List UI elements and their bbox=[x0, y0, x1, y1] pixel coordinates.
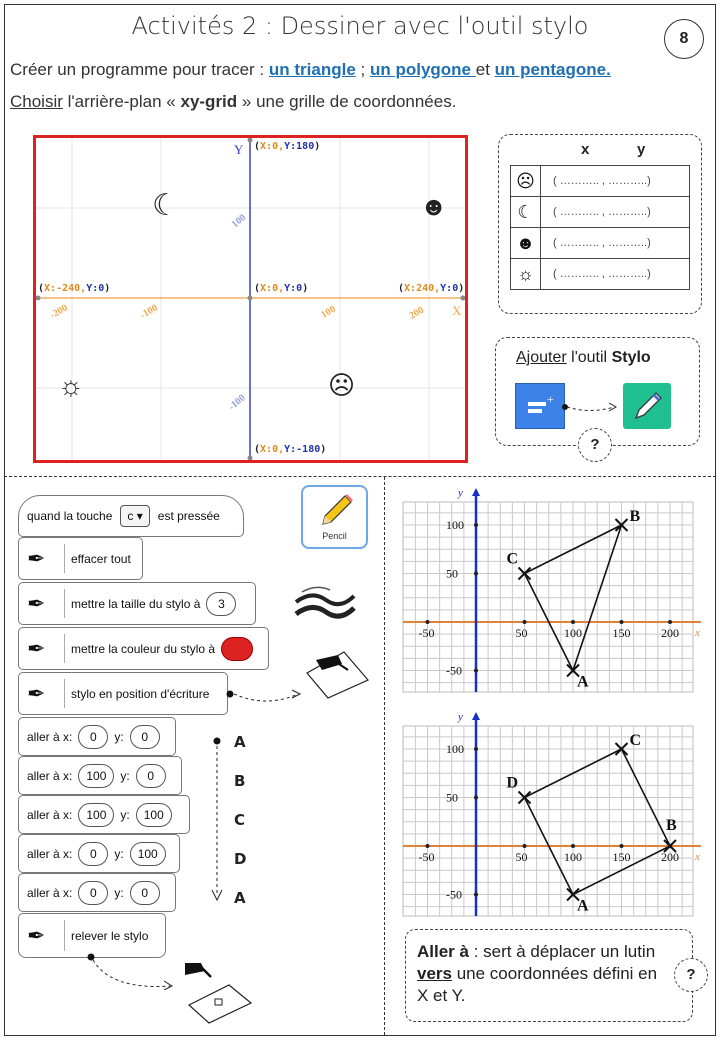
block-goto-xy[interactable]: aller à x: 0 y: 100 bbox=[18, 834, 180, 873]
block-goto-xy[interactable]: aller à x: 0 y: 0 bbox=[18, 717, 176, 756]
frown-icon: ☹ bbox=[511, 166, 541, 197]
goto-y-input[interactable]: 0 bbox=[136, 764, 166, 788]
tick-dot bbox=[474, 893, 478, 897]
add-pen-extension-box bbox=[495, 337, 700, 453]
pen-color-swatch[interactable] bbox=[221, 637, 253, 661]
tick-dot bbox=[426, 620, 430, 624]
point-label: A bbox=[577, 673, 589, 691]
stage-coord-top: (X:0,Y:180) bbox=[254, 141, 321, 152]
add-pen-text bbox=[516, 349, 651, 367]
stage-tick-x: -100 bbox=[138, 302, 160, 322]
ajouter-word: Ajouter bbox=[516, 349, 567, 366]
x-tick-label: 50 bbox=[515, 850, 528, 864]
y-tick-label: -50 bbox=[446, 663, 462, 678]
instruction-line bbox=[10, 60, 611, 80]
y-axis-label: y bbox=[458, 487, 463, 499]
stage-y-axis-label: Y bbox=[234, 142, 244, 157]
y-tick-label: -50 bbox=[446, 887, 462, 902]
x-tick-label: 50 bbox=[515, 626, 528, 640]
tick-dot bbox=[474, 523, 478, 527]
link-triangle[interactable]: un triangle bbox=[268, 60, 356, 79]
coordinate-table bbox=[510, 165, 690, 290]
tick-dot bbox=[474, 747, 478, 751]
table-row bbox=[511, 197, 690, 228]
x-tick-label: 150 bbox=[612, 626, 631, 640]
tick-dot bbox=[474, 572, 478, 576]
point-label: A bbox=[577, 897, 589, 915]
x-axis-label: x bbox=[695, 627, 700, 639]
y-tick-label: 100 bbox=[446, 742, 464, 756]
block-label: mettre la couleur du stylo à bbox=[71, 641, 216, 656]
goto-y-input[interactable]: 100 bbox=[136, 803, 172, 827]
key-dropdown[interactable]: c ▾ bbox=[120, 505, 149, 527]
extension-button[interactable] bbox=[515, 383, 565, 429]
block-label: stylo en position d'écriture bbox=[71, 686, 210, 701]
x-tick-label: 100 bbox=[564, 626, 582, 640]
block-goto-xy[interactable]: aller à x: 0 y: 0 bbox=[18, 873, 176, 912]
point-label: A bbox=[234, 733, 246, 751]
backdrop-name: xy-grid bbox=[180, 92, 238, 111]
stylo-word: Stylo bbox=[611, 349, 651, 366]
point-label: C bbox=[629, 732, 642, 749]
x-tick-label: 150 bbox=[612, 850, 631, 864]
point-label: B bbox=[234, 772, 246, 790]
x-tick-label: -50 bbox=[418, 626, 435, 640]
x-axis-label: x bbox=[695, 851, 700, 863]
tick-dot bbox=[474, 796, 478, 800]
sun-icon: ☼ bbox=[511, 259, 541, 290]
aller-word: Aller à bbox=[417, 942, 469, 961]
pen-up-paper-icon bbox=[185, 955, 255, 1025]
smiley-icon: ☻ bbox=[511, 228, 541, 259]
x-tick-label: 100 bbox=[564, 850, 582, 864]
point-label: C bbox=[234, 811, 246, 829]
table-row bbox=[511, 259, 690, 290]
block-clear[interactable] bbox=[18, 537, 143, 580]
y-tick-label: 50 bbox=[446, 566, 458, 581]
link-pentagone[interactable]: un pentagone. bbox=[494, 60, 611, 79]
moon-icon: ☾ bbox=[511, 197, 541, 228]
backdrop-text-end: » une grille de coordonnées. bbox=[237, 92, 457, 111]
tick-dot bbox=[668, 620, 672, 624]
coord-blank[interactable]: ( ……….. , ………..) bbox=[541, 197, 690, 228]
vertical-divider bbox=[384, 477, 385, 1035]
help-question-bubble[interactable]: ? bbox=[578, 428, 612, 462]
stage-tick-x: 200 bbox=[407, 304, 426, 322]
point-label: D bbox=[234, 850, 247, 868]
table-col-x: x bbox=[581, 141, 590, 158]
pen-icon bbox=[623, 383, 671, 429]
pen-extension-button[interactable] bbox=[623, 383, 671, 429]
link-polygone[interactable]: un polygone bbox=[369, 60, 476, 79]
help-question-bubble[interactable]: ? bbox=[674, 958, 708, 992]
pencil-sprite-label: Pencil bbox=[322, 531, 347, 541]
y-tick-label: 50 bbox=[446, 790, 458, 805]
path-arrow-icon bbox=[203, 730, 233, 905]
stage-tick-y: 100 bbox=[229, 212, 249, 231]
goto-x-input[interactable]: 0 bbox=[78, 725, 108, 749]
instruction-prefix: Créer un programme pour tracer : bbox=[10, 60, 269, 79]
pen-icon: ✒ bbox=[27, 922, 46, 948]
stage-coord-center: (X:0,Y:0) bbox=[254, 283, 309, 294]
pen-icon: ✒ bbox=[27, 545, 46, 571]
extension-icon bbox=[516, 384, 566, 430]
goto-y-input[interactable]: 0 bbox=[130, 881, 160, 905]
instruction-sep: et bbox=[475, 60, 495, 79]
x-tick-label: 200 bbox=[661, 850, 679, 864]
tick-dot bbox=[523, 620, 527, 624]
pen-icon: ✒ bbox=[27, 680, 46, 706]
point-label: B bbox=[666, 817, 677, 834]
tick-dot bbox=[620, 844, 624, 848]
stage-xy-grid bbox=[33, 135, 468, 463]
tick-dot bbox=[571, 620, 575, 624]
moon-icon[interactable]: ☾ bbox=[152, 189, 179, 222]
stage-tick-x: -200 bbox=[48, 302, 70, 322]
backdrop-text: l'arrière-plan « bbox=[62, 92, 181, 111]
tick-dot bbox=[474, 669, 478, 673]
goto-x-input[interactable]: 100 bbox=[78, 764, 114, 788]
block-set-pen-color[interactable] bbox=[18, 627, 269, 670]
coordinate-table-box bbox=[498, 134, 702, 314]
instruction-sep: ; bbox=[355, 60, 370, 79]
goto-y-input[interactable]: 0 bbox=[130, 725, 160, 749]
hat-prefix: quand la touche bbox=[27, 509, 113, 523]
stage-coord-left: (X:-240,Y:0) bbox=[38, 283, 111, 294]
aller-text-2: une coordonnées défini en X et Y. bbox=[417, 964, 658, 1005]
stage-x-axis-label: X bbox=[452, 303, 462, 318]
smiley-icon[interactable]: ☻ bbox=[420, 191, 448, 221]
dashed-arrow-icon bbox=[86, 950, 196, 990]
pen-down-paper-icon bbox=[302, 640, 372, 700]
coord-blank[interactable]: ( ……….. , ………..) bbox=[541, 166, 690, 197]
pen-size-input[interactable]: 3 bbox=[206, 592, 236, 616]
pencil-sprite-card[interactable] bbox=[301, 485, 368, 549]
point-label: A bbox=[234, 889, 246, 907]
horizontal-divider bbox=[4, 476, 716, 477]
page-number-badge: 8 bbox=[664, 19, 704, 59]
add-pen-mid: l'outil bbox=[566, 349, 612, 366]
x-tick-label: 200 bbox=[661, 626, 679, 640]
table-row bbox=[511, 166, 690, 197]
goto-x-input[interactable]: 0 bbox=[78, 842, 108, 866]
squiggle-icon bbox=[292, 582, 358, 632]
sun-icon[interactable]: ☼ bbox=[58, 370, 84, 401]
dashed-arrow-icon bbox=[562, 398, 622, 418]
stage-tick-x: 100 bbox=[319, 303, 338, 321]
block-goto-xy[interactable]: aller à x: 100 y: 100 bbox=[18, 795, 190, 834]
goto-x-input[interactable]: 0 bbox=[78, 881, 108, 905]
point-label: C bbox=[506, 550, 519, 568]
y-axis-label: y bbox=[458, 711, 463, 723]
stage-tick-y: -100 bbox=[226, 392, 248, 413]
hat-suffix: est pressée bbox=[157, 509, 220, 523]
block-label: relever le stylo bbox=[71, 928, 149, 943]
stage-coord-right: (X:240,Y:0) bbox=[398, 283, 465, 294]
tick-dot bbox=[426, 844, 430, 848]
table-col-y: y bbox=[637, 141, 646, 158]
aller-definition-text bbox=[417, 941, 667, 1007]
page-title: Activités 2 : Dessiner avec l'outil stylo bbox=[131, 12, 589, 40]
block-goto-xy[interactable]: aller à x: 100 y: 0 bbox=[18, 756, 182, 795]
pen-icon: ✒ bbox=[27, 590, 46, 616]
coord-blank[interactable]: ( ……….. , ………..) bbox=[541, 228, 690, 259]
tick-dot bbox=[620, 620, 624, 624]
triangle-graph bbox=[403, 487, 700, 692]
tick-dot bbox=[523, 844, 527, 848]
point-label: D bbox=[506, 774, 519, 792]
vers-word: vers bbox=[417, 964, 452, 983]
goto-x-input[interactable]: 100 bbox=[78, 803, 114, 827]
goto-y-input[interactable]: 100 bbox=[130, 842, 166, 866]
svg-text:+: + bbox=[547, 392, 554, 406]
table-row bbox=[511, 228, 690, 259]
block-pen-down[interactable] bbox=[18, 672, 228, 715]
block-label: effacer tout bbox=[71, 551, 131, 566]
block-label: mettre la taille du stylo à bbox=[71, 596, 201, 611]
y-tick-label: 100 bbox=[446, 518, 464, 532]
choisir-word: Choisir bbox=[10, 92, 63, 111]
aller-text-1: : sert à déplacer un lutin bbox=[468, 942, 656, 961]
frown-icon[interactable]: ☹ bbox=[328, 370, 356, 400]
x-tick-label: -50 bbox=[418, 850, 435, 864]
aller-definition-box bbox=[405, 929, 696, 1022]
pencil-icon bbox=[303, 490, 367, 530]
coord-blank[interactable]: ( ……….. , ………..) bbox=[541, 259, 690, 290]
tick-dot bbox=[571, 844, 575, 848]
stage-grid-svg bbox=[36, 138, 465, 460]
backdrop-instruction bbox=[10, 92, 456, 112]
point-label: B bbox=[629, 508, 641, 525]
stage-coord-bottom: (X:0,Y:-180) bbox=[254, 444, 327, 455]
pen-icon: ✒ bbox=[27, 635, 46, 661]
hat-block-key-pressed[interactable] bbox=[18, 495, 244, 537]
polygon-graph bbox=[403, 711, 700, 916]
block-set-pen-size[interactable] bbox=[18, 582, 256, 625]
